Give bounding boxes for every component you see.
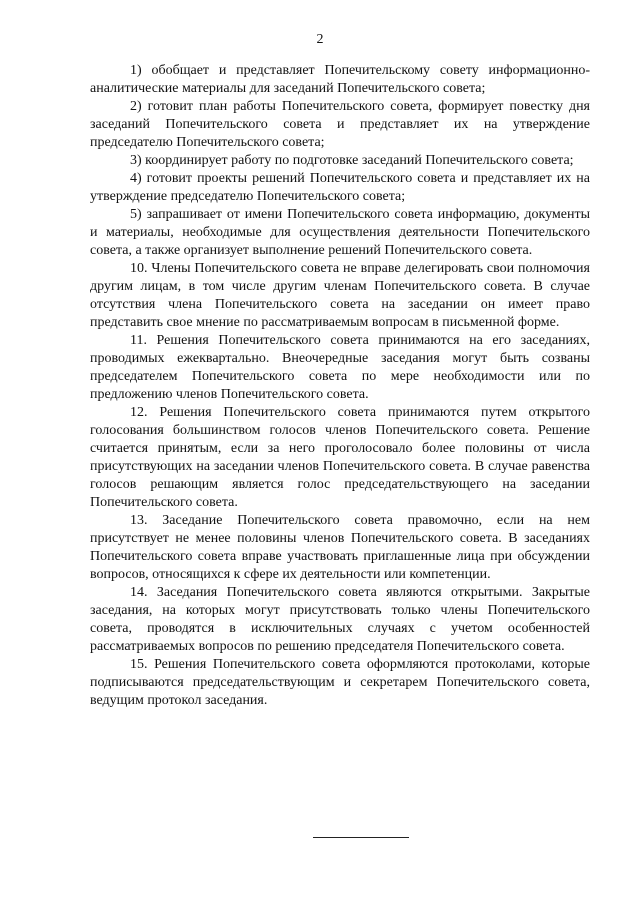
paragraph-item-2: 2) готовит план работы Попечительского совета, формирует повестку дня заседаний Попечительского совета и представляет их на утверждение председателю Попечительского совета; bbox=[90, 99, 590, 150]
end-divider-line bbox=[313, 837, 409, 838]
paragraph-item-3: 3) координирует работу по подготовке заседаний Попечительского совета; bbox=[130, 153, 574, 168]
document-body bbox=[90, 62, 590, 710]
paragraph-clause-11: 11. Решения Попечительского совета принимаются на его заседаниях, проводимых ежеквартально. Внеочередные заседания могут быть созваны председателем Попечительского совета по мере необходимости или по предложению членов Попечительского совета. bbox=[90, 333, 590, 402]
paragraph-item-1: 1) обобщает и представляет Попечительскому совету информационно-аналитические материалы для заседаний Попечительского совета; bbox=[90, 63, 590, 96]
paragraph-clause-13: 13. Заседание Попечительского совета правомочно, если на нем присутствует не менее половины членов Попечительского совета. В заседаниях Попечительского совета вправе участвовать приглашенные лица при обсуждении вопросов, относящихся к сфере их деятельности или компетенции. bbox=[90, 513, 590, 582]
paragraph-clause-14: 14. Заседания Попечительского совета являются открытыми. Закрытые заседания, на которых могут присутствовать только члены Попечительского совета, проводятся в исключительных случаях с учетом особенностей рассматриваемых вопросов по решению председателя Попечительского совета. bbox=[90, 585, 590, 654]
paragraph-item-4: 4) готовит проекты решений Попечительского совета и представляет их на утверждение председателю Попечительского совета; bbox=[90, 171, 590, 204]
paragraph-clause-12: 12. Решения Попечительского совета принимаются путем открытого голосования большинством голосов членов Попечительского совета. Решение считается принятым, если за него проголосовало более половины от числа присутствующих на заседании членов Попечительского совета. В случае равенства голосов решающим является голос председательствующего на заседании Попечительского совета. bbox=[90, 405, 590, 510]
paragraph-clause-15: 15. Решения Попечительского совета оформляются протоколами, которые подписываются председательствующим и секретарем Попечительского совета, ведущим протокол заседания. bbox=[90, 657, 590, 708]
paragraph-item-5: 5) запрашивает от имени Попечительского совета информацию, документы и материалы, необходимые для осуществления деятельности Попечительского совета, а также организует выполнение решений Попечительского совета. bbox=[90, 207, 590, 258]
paragraph-clause-10: 10. Члены Попечительского совета не вправе делегировать свои полномочия другим лицам, в том числе другим членам Попечительского совета. В случае отсутствия члена Попечительского совета на заседании он имеет право представить свое мнение по рассматриваемым вопросам в письменной форме. bbox=[90, 261, 590, 330]
page-number: 2 bbox=[316, 32, 324, 47]
